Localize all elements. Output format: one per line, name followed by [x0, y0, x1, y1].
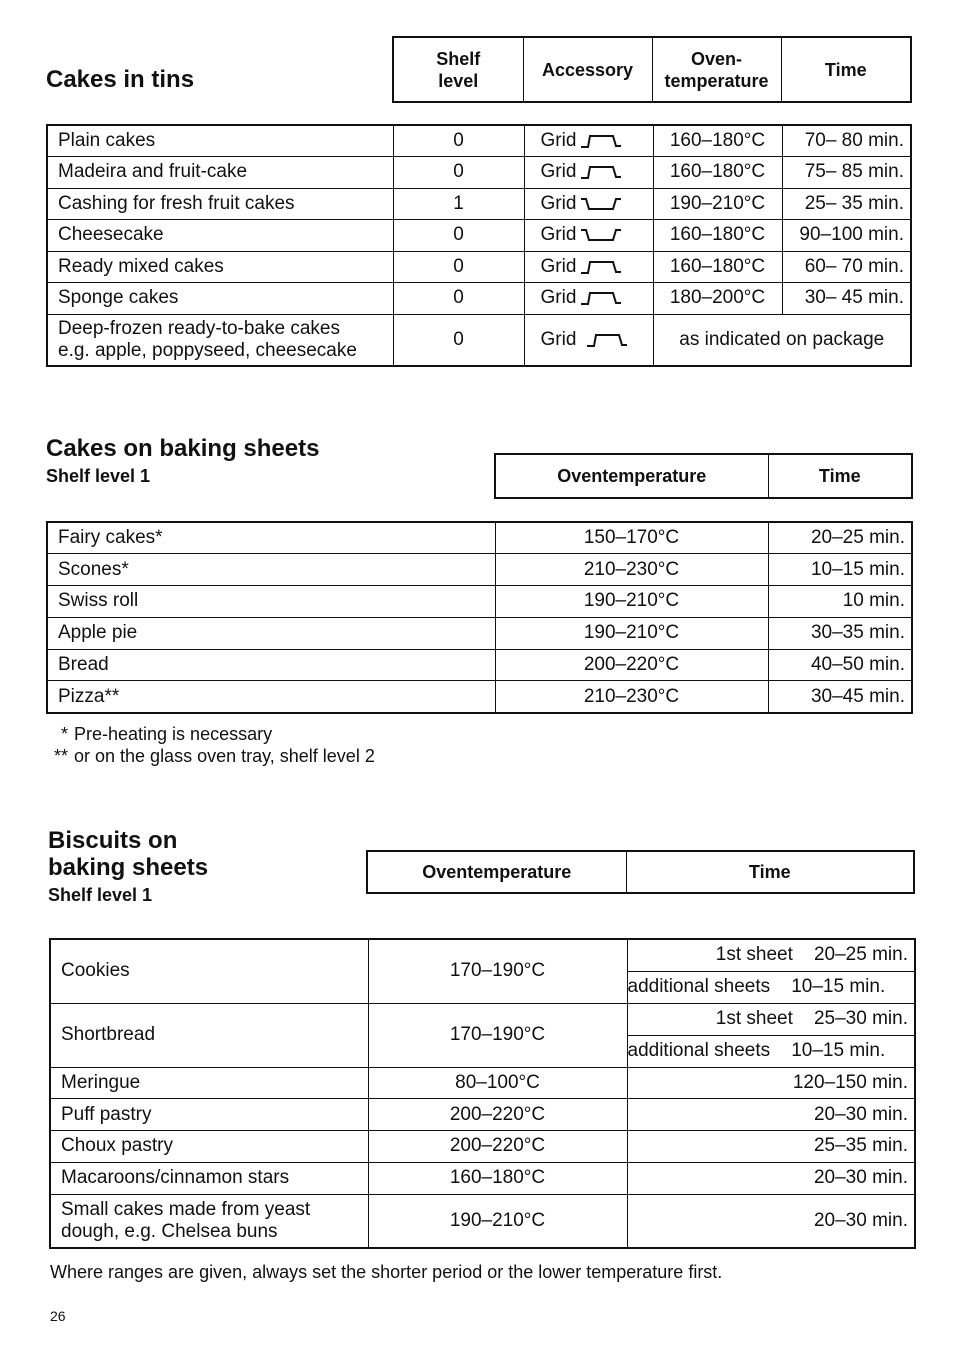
table-row: [47, 554, 912, 586]
table-cell-temp: 160–180°C: [368, 1162, 627, 1194]
accessory-label: Grid: [540, 224, 577, 246]
table-cell-temp: 190–210°C: [368, 1194, 627, 1248]
table-cell-time: 75– 85 min.: [782, 157, 911, 189]
table-cell-accessory: [524, 188, 653, 220]
table-cell-shelf: 0: [393, 251, 524, 283]
biscuits-header-table: [366, 850, 915, 894]
table-cell-name: Swiss roll: [47, 586, 495, 618]
table-cell-temp: 200–220°C: [368, 1131, 627, 1163]
table-row: [47, 125, 911, 157]
table-cell-time: 30– 45 min.: [782, 283, 911, 315]
additional-sheets-label: additional sheets: [627, 976, 771, 997]
accessory-label: Grid: [540, 255, 577, 277]
table-cell-time: 20–25 min.: [768, 522, 912, 554]
table-row: [47, 617, 912, 649]
name-line-2: e.g. apple, poppyseed, cheesecake: [58, 339, 357, 361]
table-cell-time: 20–30 min.: [627, 1194, 915, 1248]
table-cell-time: 60– 70 min.: [782, 251, 911, 283]
table-cell-shelf: 0: [393, 157, 524, 189]
name-line-2: dough, e.g. Chelsea buns: [61, 1220, 278, 1242]
cakes-sheets-table: [46, 521, 913, 714]
cakes-in-tins-header-table: [392, 36, 912, 103]
first-sheet-label: 1st sheet: [715, 1008, 793, 1029]
grid-raised-icon: [586, 333, 628, 347]
table-cell-first-sheet: [627, 939, 915, 971]
table-cell-name: [50, 1194, 368, 1248]
accessory-label: Grid: [540, 287, 577, 309]
section-subtitle-shelf-level: Shelf level 1: [48, 885, 153, 905]
accessory-label: Grid: [540, 130, 577, 151]
table-row: [47, 283, 911, 315]
table-cell-temp: 160–180°C: [653, 251, 782, 283]
section-title-cakes-on-baking-sheets: Cakes on baking sheets: [46, 435, 320, 462]
name-line-1: Deep-frozen ready-to-bake cakes: [58, 317, 340, 339]
table-cell-name: Pizza**: [47, 681, 495, 713]
section-title-biscuits: [48, 827, 208, 881]
table-cell-name: Scones*: [47, 554, 495, 586]
first-sheet-label: 1st sheet: [715, 944, 793, 966]
table-cell-accessory: [524, 125, 653, 157]
accessory-label: Grid: [540, 328, 577, 350]
table-cell-name: Shortbread: [50, 1003, 368, 1067]
first-sheet-time: 20–25 min.: [813, 944, 908, 966]
table-cell-time: 30–35 min.: [768, 617, 912, 649]
table-cell-shelf: 0: [393, 283, 524, 315]
footnote-text: or on the glass oven tray, shelf level 2: [74, 746, 375, 766]
header-shelf-level: Shelf level: [393, 37, 523, 102]
grid-lowered-icon: [580, 197, 622, 211]
table-cell-name: Madeira and fruit-cake: [47, 157, 393, 189]
table-row: [50, 1131, 915, 1163]
table-cell-temp: 190–210°C: [653, 188, 782, 220]
header-oventemperature: Oventemperature: [495, 454, 768, 498]
table-cell-temp: 160–180°C: [653, 220, 782, 252]
section-subtitle-shelf-level: Shelf level 1: [46, 466, 151, 486]
table-row: [50, 1099, 915, 1131]
table-row: [47, 522, 912, 554]
grid-raised-icon: [580, 291, 622, 305]
table-cell-time: 10 min.: [768, 586, 912, 618]
footer-note: Where ranges are given, always set the shorter period or the lower temperature first.: [50, 1262, 723, 1282]
title-line-1: Biscuits on: [48, 827, 178, 854]
table-cell-temp: 80–100°C: [368, 1067, 627, 1099]
table-row: [47, 586, 912, 618]
header-oven-temperature: Oven-temperature: [652, 37, 781, 102]
table-cell-name: Sponge cakes: [47, 283, 393, 315]
additional-sheets-label: additional sheets: [627, 1040, 771, 1061]
table-cell-name: Bread: [47, 649, 495, 681]
table-cell-temp: 200–220°C: [368, 1099, 627, 1131]
table-cell-name: Cashing for fresh fruit cakes: [47, 188, 393, 220]
header-time: Time: [768, 454, 912, 498]
table-cell-time: 20–30 min.: [627, 1099, 915, 1131]
table-cell-accessory: [524, 157, 653, 189]
first-sheet-time: 25–30 min.: [813, 1008, 908, 1029]
table-cell-shelf: 0: [393, 125, 524, 157]
biscuits-table: [49, 938, 916, 1249]
table-cell-time: 10–15 min.: [768, 554, 912, 586]
table-row: [50, 1162, 915, 1194]
table-cell-name: Cookies: [50, 939, 368, 1003]
table-cell-temp: 150–170°C: [495, 522, 768, 554]
table-cell-name: Fairy cakes*: [47, 522, 495, 554]
table-cell-accessory: [524, 251, 653, 283]
table-cell-shelf: 0: [393, 220, 524, 252]
table-cell-name: Macaroons/cinnamon stars: [50, 1162, 368, 1194]
table-cell-temp: 180–200°C: [653, 283, 782, 315]
table-cell-temp: 210–230°C: [495, 554, 768, 586]
table-cell-first-sheet: [627, 1003, 915, 1035]
table-cell-name: Apple pie: [47, 617, 495, 649]
table-cell-name: Puff pastry: [50, 1099, 368, 1131]
table-cell-name: Choux pastry: [50, 1131, 368, 1163]
footnote-mark: **: [53, 746, 68, 766]
table-cell-time: 70– 80 min.: [782, 125, 911, 157]
accessory-label: Grid: [540, 161, 577, 183]
table-cell-name: Plain cakes: [47, 125, 393, 157]
name-line-1: Small cakes made from yeast: [61, 1198, 311, 1220]
table-row: [47, 157, 911, 189]
header-accessory: Accessory: [523, 37, 652, 102]
footnote-text: Pre-heating is necessary: [74, 724, 273, 744]
table-cell-name: [47, 314, 393, 366]
table-cell-time: 25– 35 min.: [782, 188, 911, 220]
table-cell-package-note: as indicated on package: [653, 314, 911, 366]
grid-lowered-icon: [580, 228, 622, 242]
header-time: Time: [781, 37, 911, 102]
table-cell-shelf: 0: [393, 314, 524, 366]
table-cell-name: Cheesecake: [47, 220, 393, 252]
table-cell-temp: 190–210°C: [495, 617, 768, 649]
table-cell-time: 120–150 min.: [627, 1067, 915, 1099]
table-cell-temp: 200–220°C: [495, 649, 768, 681]
table-cell-temp: 190–210°C: [495, 586, 768, 618]
table-cell-temp: 170–190°C: [368, 1003, 627, 1067]
table-row: [50, 1067, 915, 1099]
header-time: Time: [626, 851, 914, 893]
table-row: [47, 649, 912, 681]
table-cell-time: 90–100 min.: [782, 220, 911, 252]
additional-sheets-time: 10–15 min.: [791, 1040, 886, 1061]
header-oventemperature: Oventemperature: [367, 851, 626, 893]
cakes-sheets-header-table: [494, 453, 913, 499]
footnote-preheating: [46, 724, 272, 745]
table-cell-temp: 210–230°C: [495, 681, 768, 713]
table-cell-accessory: [524, 220, 653, 252]
table-cell-shelf: 1: [393, 188, 524, 220]
page-number: 26: [50, 1308, 66, 1324]
table-row: [47, 251, 911, 283]
table-cell-temp: 160–180°C: [653, 157, 782, 189]
table-cell-accessory: [524, 314, 653, 366]
table-row: [47, 220, 911, 252]
footnote-glass-tray: [46, 746, 375, 767]
accessory-label: Grid: [540, 192, 577, 214]
table-cell-time: 20–30 min.: [627, 1162, 915, 1194]
footnote-mark: *: [60, 724, 68, 744]
grid-raised-icon: [580, 165, 622, 179]
table-cell-time: 40–50 min.: [768, 649, 912, 681]
table-cell-name: Ready mixed cakes: [47, 251, 393, 283]
cakes-in-tins-table: [46, 124, 912, 367]
grid-raised-icon: [580, 260, 622, 274]
table-row: [47, 681, 912, 713]
table-cell-temp: 170–190°C: [368, 939, 627, 1003]
grid-raised-icon: [580, 134, 622, 148]
table-cell-time: 25–35 min.: [627, 1131, 915, 1163]
table-cell-time: 30–45 min.: [768, 681, 912, 713]
table-row: [47, 188, 911, 220]
additional-sheets-time: 10–15 min.: [791, 976, 886, 997]
table-cell-additional-sheets: [627, 1035, 915, 1067]
title-line-2: baking sheets: [48, 854, 209, 881]
table-cell-temp: 160–180°C: [653, 125, 782, 157]
table-cell-accessory: [524, 283, 653, 315]
table-cell-additional-sheets: [627, 971, 915, 1003]
section-title-cakes-in-tins: Cakes in tins: [46, 66, 195, 93]
table-cell-name: Meringue: [50, 1067, 368, 1099]
